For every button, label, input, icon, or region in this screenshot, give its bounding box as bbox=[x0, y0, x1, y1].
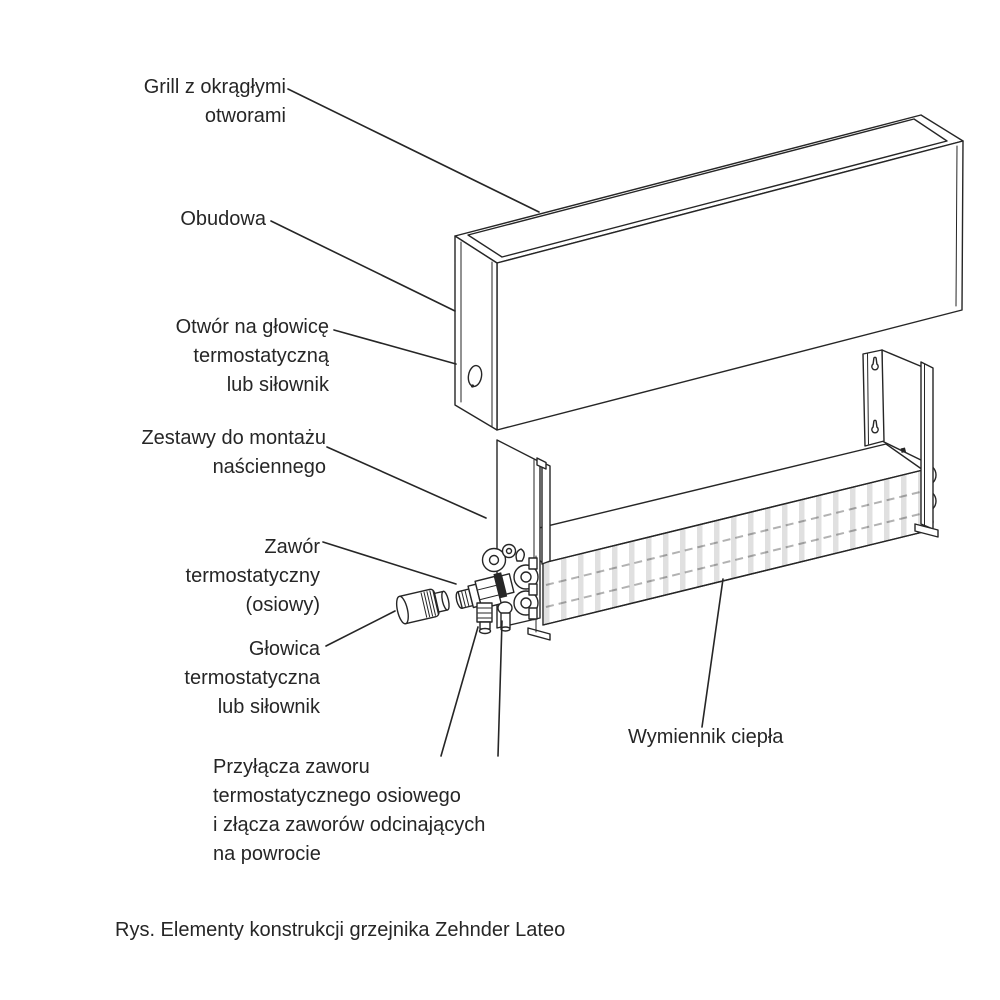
label-line: Grill z okrągłymi bbox=[143, 76, 286, 98]
label-line: (osiowy) bbox=[245, 594, 320, 616]
label-line: Obudowa bbox=[180, 208, 266, 230]
label-line: naściennego bbox=[212, 456, 326, 478]
label-line: Wymiennik ciepła bbox=[628, 726, 784, 748]
thermostatic-head bbox=[394, 586, 451, 625]
leader-wymiennik bbox=[702, 579, 723, 727]
leader-zestawy bbox=[327, 447, 486, 518]
leader-grill bbox=[288, 89, 539, 212]
label-otwor bbox=[176, 313, 329, 400]
label-zestawy bbox=[141, 424, 326, 482]
label-line: Głowica bbox=[248, 638, 320, 660]
valve-connections bbox=[477, 602, 512, 634]
label-grill bbox=[144, 73, 286, 131]
label-line: termostatyczny bbox=[185, 565, 320, 587]
label-line: termostatyczną bbox=[193, 345, 329, 367]
label-line: lub siłownik bbox=[226, 374, 329, 396]
label-line: otworami bbox=[204, 105, 286, 127]
leader-przylacza-2 bbox=[498, 621, 502, 756]
label-line: termostatyczna bbox=[184, 667, 320, 689]
figure-caption: Rys. Elementy konstrukcji grzejnika Zehnder Lateo bbox=[115, 919, 566, 941]
label-wymiennik bbox=[628, 723, 783, 752]
label-line: na powrocie bbox=[213, 843, 321, 865]
leader-glowica bbox=[326, 611, 395, 646]
leader-przylacza-1 bbox=[441, 627, 478, 756]
air-vent bbox=[516, 549, 524, 561]
label-line: termostatycznego osiowego bbox=[213, 785, 461, 807]
leader-otwor bbox=[334, 330, 456, 364]
collector-channel-right bbox=[921, 362, 933, 529]
label-line: i złącza zaworów odcinających bbox=[213, 814, 486, 836]
label-line: Zestawy do montażu bbox=[141, 427, 326, 449]
label-glowica bbox=[184, 635, 320, 722]
label-przylacza bbox=[213, 753, 485, 869]
label-line: Przyłącza zaworu bbox=[213, 756, 370, 778]
wall-bracket-right bbox=[863, 350, 925, 462]
label-line: Zawór bbox=[264, 536, 320, 558]
label-obudowa bbox=[180, 205, 266, 234]
label-line: lub siłownik bbox=[217, 696, 320, 718]
label-zawor bbox=[186, 533, 320, 620]
leader-zawor bbox=[323, 542, 456, 584]
heat-exchanger bbox=[506, 444, 923, 625]
label-line: Otwór na głowicę bbox=[175, 316, 329, 338]
leader-obudowa bbox=[271, 221, 455, 311]
bracket-foot bbox=[528, 628, 550, 640]
